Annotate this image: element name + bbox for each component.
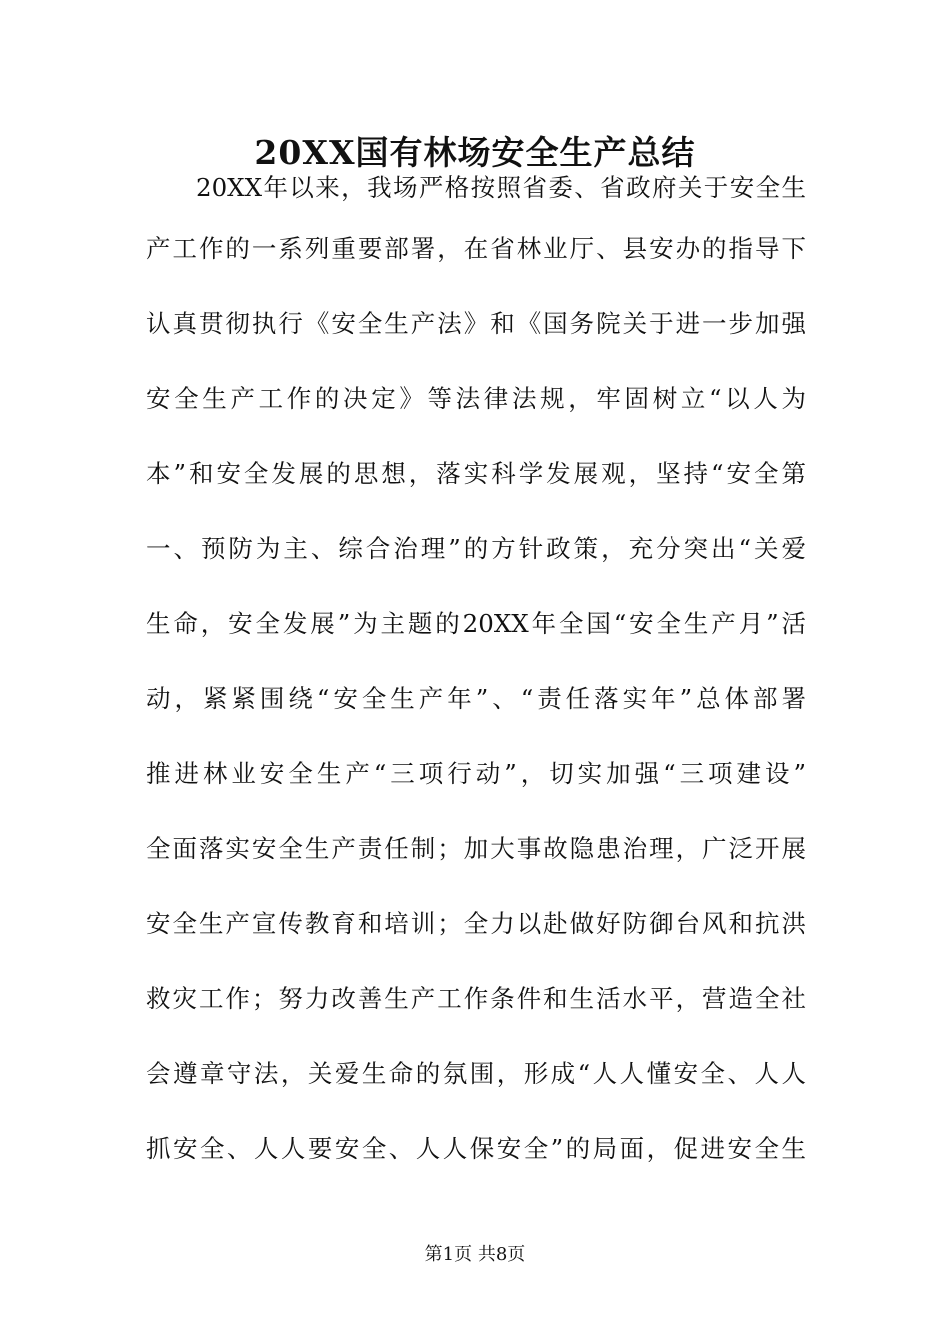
body-line: 推进林业安全生产“三项行动”，切实加强“三项建设” [146,759,806,788]
body-line: 生命，安全发展”为主题的20XX年全国“安全生产月”活 [146,609,806,638]
body-line: 一、预防为主、综合治理”的方针政策，充分突出“关爱 [146,534,806,563]
page-footer: 第1页 共8页 [424,1244,526,1265]
body-line: 全面落实安全生产责任制；加大事故隐患治理，广泛开展 [146,834,806,863]
body-line: 20XX年以来，我场严格按照省委、省政府关于安全生 [196,173,806,202]
body-line: 认真贯彻执行《安全生产法》和《国务院关于进一步加强 [146,309,806,338]
body-line: 安全生产宣传教育和培训；全力以赴做好防御台风和抗洪 [146,909,806,938]
document-title: 20XX国有林场安全生产总结 [254,133,696,172]
body-line: 安全生产工作的决定》等法律法规，牢固树立“以人为 [146,384,806,413]
body-line: 救灾工作；努力改善生产工作条件和生活水平，营造全社 [146,984,806,1013]
body-line: 动，紧紧围绕“安全生产年”、“责任落实年”总体部署 [146,684,806,713]
body-line: 会遵章守法，关爱生命的氛围，形成“人人懂安全、人人 [146,1059,806,1088]
body-line: 产工作的一系列重要部署，在省林业厅、县安办的指导下 [146,234,806,263]
body-line: 本”和安全发展的思想，落实科学发展观，坚持“安全第 [146,459,806,488]
body-line: 抓安全、人人要安全、人人保安全”的局面，促进安全生 [146,1134,806,1163]
